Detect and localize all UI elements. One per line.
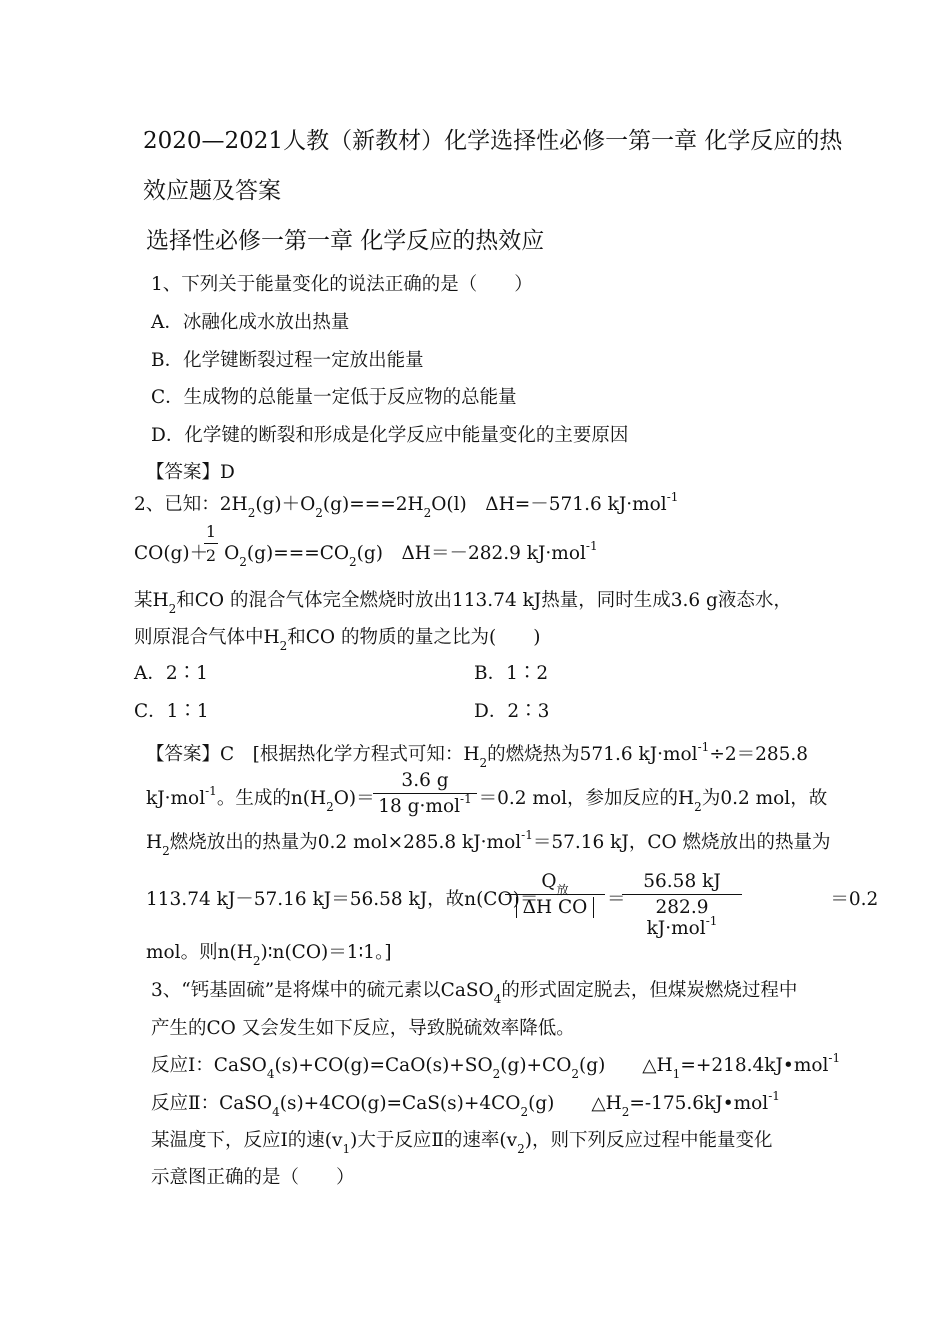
q2-equals-sign: ＝ bbox=[607, 889, 626, 910]
q2-water-moles-fraction: 3.6 g 18 g·mol$^{-1}$ bbox=[373, 770, 477, 817]
q3-paragraph-1: 3、“钙基固硫”是将煤中的硫元素以CaSO$_4$的形式固定脱去，但煤炭燃烧过程中 bbox=[151, 980, 798, 1006]
q1-option-c: C．生成物的总能量一定低于反应物的总能量 bbox=[151, 387, 517, 408]
q1-option-b: B．化学键断裂过程一定放出能量 bbox=[151, 350, 424, 371]
q2-paragraph-1: 某$H_2$和CO 的混合气体完全燃烧时放出113.74 kJ热量，同时生成3.6 g液态水， bbox=[134, 590, 792, 616]
q2-option-b: B．1∶2 bbox=[474, 663, 549, 684]
doc-title-line-2: 效应题及答案 bbox=[143, 178, 281, 204]
q2-half-fraction: 1 2 bbox=[205, 522, 217, 565]
q2-co-moles-fraction-2: 56.58 kJ 282.9 kJ·mol$^{-1}$ bbox=[622, 871, 742, 939]
q1-answer: 【答案】D bbox=[146, 462, 235, 483]
q3-reaction-1: 反应Ⅰ：$CaSO_4(s)+CO(g)=CaO(s)+SO_2(g)+CO_2(g)$ $\triangle H_1=+218.4kJ•mol^{-1}$ bbox=[151, 1051, 841, 1081]
q2-paragraph-2: 则原混合气体中$H_2$和CO 的物质的量之比为( ) bbox=[134, 627, 541, 653]
q2-answer-line-2: kJ·mol$^{-1}$。生成的$n(H_2O)= =0.2$ mol，参加反应的$H_2$为0.2 mol，故 bbox=[146, 784, 828, 814]
doc-title-line-1: 2020—2021人教（新教材）化学选择性必修一第一章 化学反应的热 bbox=[143, 128, 843, 154]
q3-paragraph-3: 某温度下，反应Ⅰ的速$(v_1)$大于反应Ⅱ的速率$(v_2)$，则下列反应过程中能量变化 bbox=[151, 1130, 773, 1156]
q1-stem: 1、下列关于能量变化的说法正确的是（ ） bbox=[151, 274, 533, 295]
q3-reaction-2: 反应Ⅱ：$CaSO_4(s)+4CO(g)=CaS(s)+4CO_2(g)$ $\triangle H_2=-175.6kJ•mol^{-1}$ bbox=[151, 1089, 780, 1119]
q2-answer-line-3: $H_2$燃烧放出的热量为0.2 mol×285.8 kJ·mol$^{-1}$＝57.16 kJ，CO 燃烧放出的热量为 bbox=[146, 828, 831, 858]
q3-paragraph-4: 示意图正确的是（ ） bbox=[151, 1167, 355, 1188]
q2-option-c: C．1∶1 bbox=[134, 701, 209, 722]
q2-co-moles-fraction-1: $Q_放$ ΔH CO bbox=[505, 871, 605, 918]
q2-equation-2: $CO(g)+ O_2(g)===CO_2(g)$ ΔH＝－282.9 kJ·mol$^{-1}$ bbox=[134, 539, 598, 569]
q2-answer-line-4: 113.74 kJ－57.16 kJ＝56.58 kJ，故n(CO)＝ ＝0.2 bbox=[146, 889, 879, 910]
q2-equation-1: 2、已知：$2H_2(g)+O_2(g)===2H_2O(l)$ ΔH=－571.6 kJ·mol$^{-1}$ bbox=[134, 490, 679, 520]
q1-option-a: A．冰融化成水放出热量 bbox=[151, 312, 350, 333]
q2-answer-line-1: 【答案】C [根据热化学方程式可知：$H_2$的燃烧热为571.6 kJ·mol$^{-1}$÷2＝285.8 bbox=[146, 740, 809, 770]
q2-option-d: D．2∶3 bbox=[474, 701, 550, 722]
section-heading: 选择性必修一第一章 化学反应的热效应 bbox=[146, 228, 545, 254]
q1-option-d: D．化学键的断裂和形成是化学反应中能量变化的主要原因 bbox=[151, 425, 629, 446]
q2-answer-line-5: mol。则$n(H_2)∶n(CO)=1∶1$。] bbox=[146, 942, 392, 968]
q3-paragraph-2: 产生的CO 又会发生如下反应，导致脱硫效率降低。 bbox=[151, 1018, 575, 1039]
q2-option-a: A．2∶1 bbox=[134, 663, 208, 684]
